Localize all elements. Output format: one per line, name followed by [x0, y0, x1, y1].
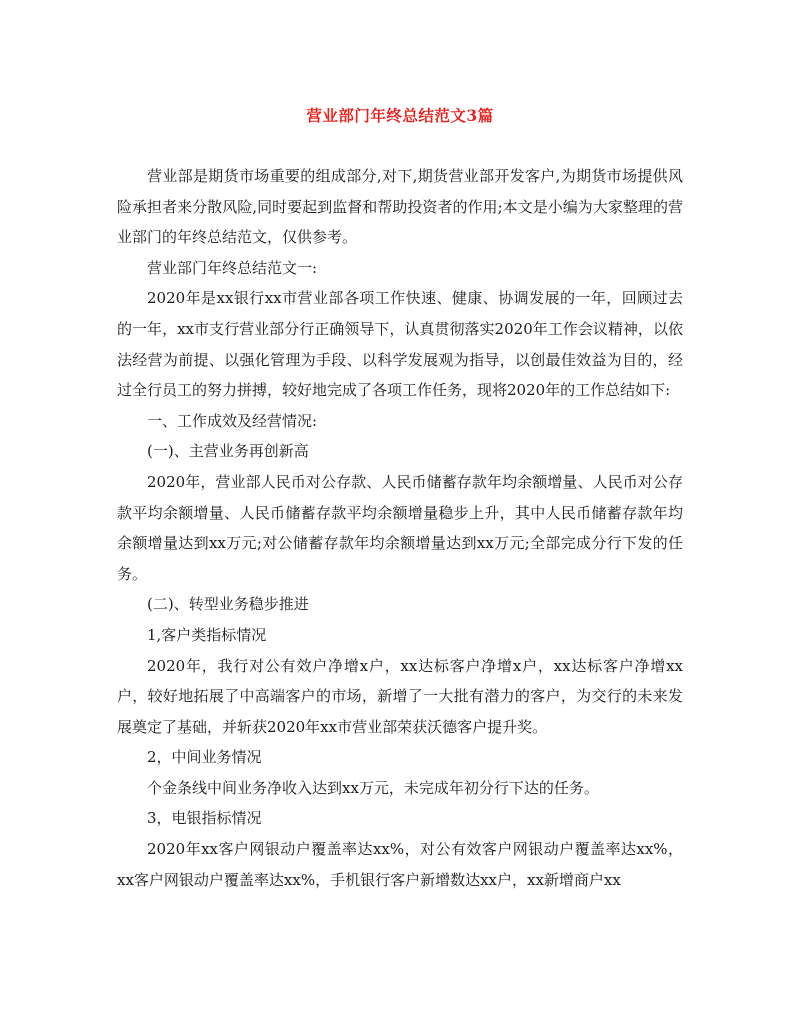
item-customer-indicators: 1,客户类指标情况: [147, 625, 267, 644]
paragraph-deposits: 2020年，营业部人民币对公存款、人民币储蓄存款年均余额增量、人民币对公存款平均余额增量、人民币储蓄存款平均余额增量稳步上升，其中人民币储蓄存款年均余额增量达到xx万元;对公储蓄存款年均余额增量达到xx万元;全部完成分行下发的任务。: [117, 472, 683, 583]
document-title: 营业部门年终总结范文3篇: [306, 106, 494, 125]
paragraph-customers: 2020年，我行对公有效户净增x户，xx达标客户净增x户，xx达标客户净增xx户，较好地拓展了中高端客户的市场，新增了一大批有潜力的客户，为交行的未来发展奠定了基础，并斩获2020年xx市营业部荣获沃德客户提升奖。: [117, 656, 683, 736]
section-heading-part-one: 营业部门年终总结范文一:: [147, 258, 318, 277]
paragraph-intro: 营业部是期货市场重要的组成部分,对下,期货营业部开发客户,为期货市场提供风险承担者来分散风险,同时要起到监督和帮助投资者的作用;本文是小编为大家整理的营业部门的年终总结范文，仅供参考。: [117, 167, 683, 247]
paragraph-e-banking: 2020年xx客户网银动户覆盖率达xx%，对公有效客户网银动户覆盖率达xx%，xx客户网银动户覆盖率达xx%，手机银行客户新增数达xx户，xx新增商户xx: [117, 840, 683, 889]
heading-work-results: 一、工作成效及经营情况:: [147, 411, 318, 430]
item-e-banking: 3，电银指标情况: [147, 809, 262, 828]
item-intermediate-business: 2，中间业务情况: [147, 748, 262, 767]
paragraph-intermediate-income: 个金条线中间业务净收入达到xx万元，未完成年初分行下达的任务。: [147, 778, 599, 797]
paragraph-overview: 2020年是xx银行xx市营业部各项工作快速、健康、协调发展的一年，回顾过去的一年，xx市支行营业部分行正确领导下，认真贯彻落实2020年工作会议精神，以依法经营为前提、以强化管理为手段、以科学发展观为指导，以创最佳效益为目的，经过全行员工的努力拼搏，较好地完成了各项工作任务，现将2020年的工作总结如下:: [117, 289, 683, 400]
document-body: [117, 161, 683, 895]
subheading-transformation: (二)、转型业务稳步推进: [147, 595, 309, 614]
subheading-main-business: (一)、主营业务再创新高: [147, 442, 309, 461]
